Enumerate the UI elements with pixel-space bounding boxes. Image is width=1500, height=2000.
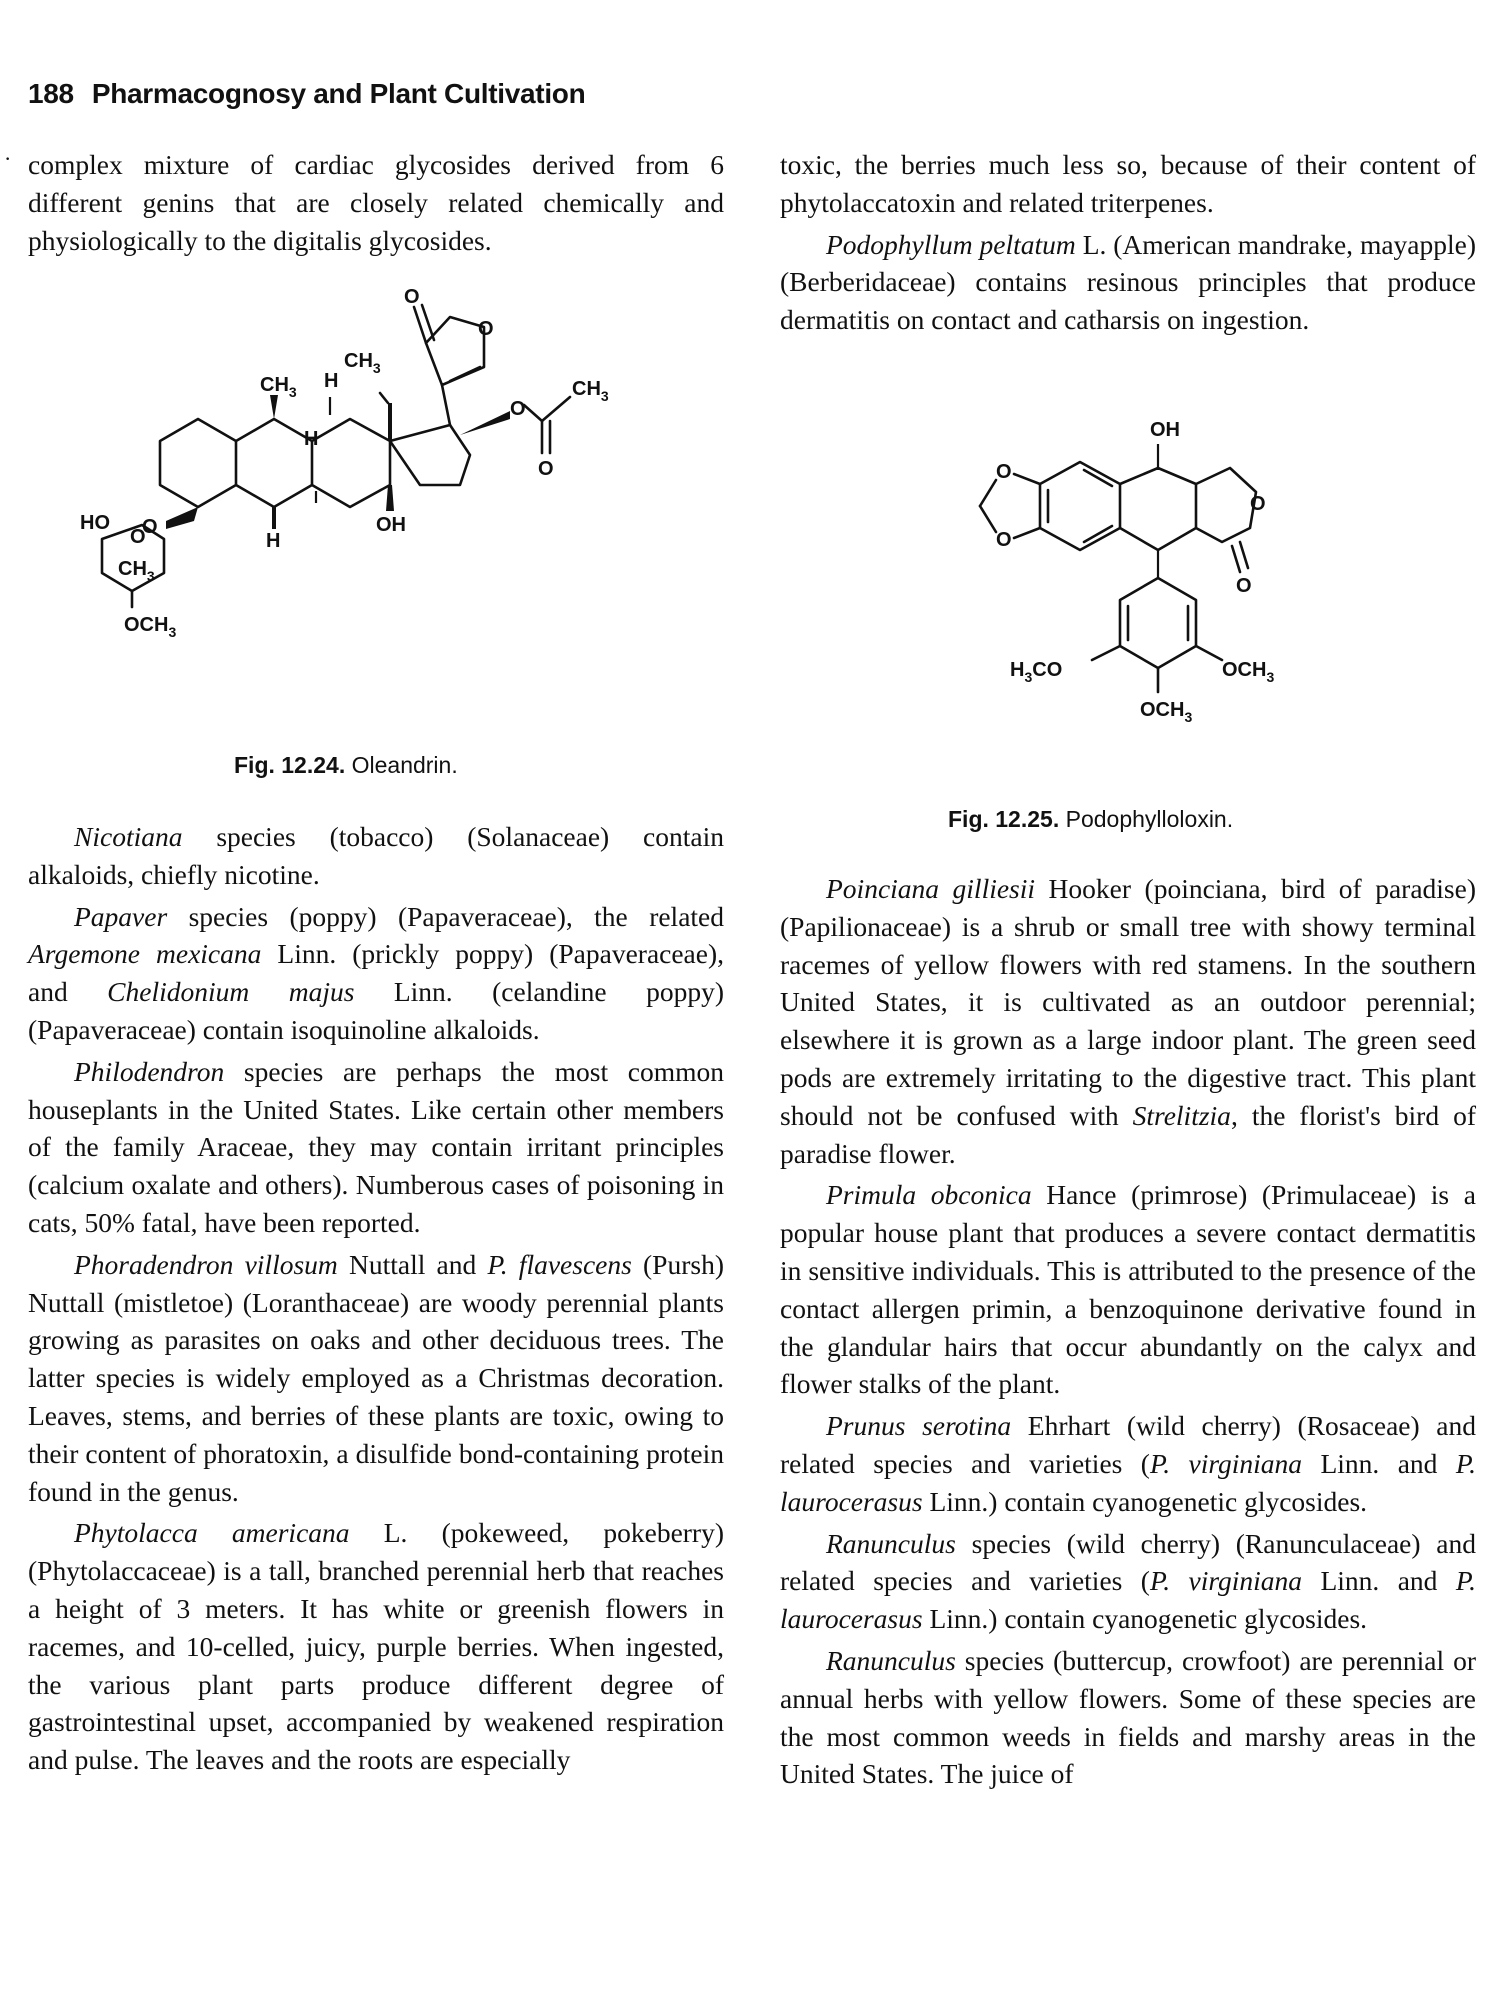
figure-label: Fig. 12.24. bbox=[234, 752, 346, 778]
ch3-mid-label: $CH_3$ bbox=[260, 374, 297, 400]
h3co-label: $H_3CO$ bbox=[1010, 659, 1063, 685]
figure-title: Oleandrin. bbox=[351, 752, 458, 778]
right-column-body bbox=[780, 870, 1476, 1797]
glycoside-o-label: O bbox=[142, 516, 158, 538]
ho-label: HO bbox=[80, 512, 110, 534]
lactone-ring bbox=[426, 317, 484, 385]
paragraph-nicotiana: Nicotiana species (tobacco) (Solanaceae) contain alkaloids, chiefly nicotine. bbox=[28, 821, 724, 890]
ester-carbonyl-o-label: O bbox=[538, 458, 554, 480]
paragraph-ranunculus-2: Ranunculus species (buttercup, crowfoot) are perennial or annual herbs with yellow flowers. Some of these species are the most common weeds in fields and marshy areas in the United States. The juice of bbox=[780, 1644, 1476, 1790]
margin-mark: · bbox=[4, 146, 12, 171]
ester-link-o-label: O bbox=[510, 398, 526, 420]
ch3-ester-label: $CH_3$ bbox=[572, 378, 609, 404]
middle-ring bbox=[1120, 468, 1196, 550]
paragraph-poinciana: Poinciana gilliesii Hooker (poinciana, bird of paradise) (Papilionaceae) is a shrub or small tree with showy terminal racemes of yellow flowers with red stamens. In the southern United States, it is cultivated as an outdoor perennial; elsewhere it is grown as a large indoor plant. The green seed pods are extremely irritating to the digestive tract. This plant should not be confused with Strelitzia, the florist's bird of paradise flower. bbox=[780, 873, 1476, 1169]
running-header bbox=[28, 78, 585, 110]
ring-c bbox=[312, 419, 390, 507]
left-column-top bbox=[28, 146, 724, 263]
carbonyl-o-label: O bbox=[1236, 575, 1252, 597]
trimethoxyphenyl-ring bbox=[1120, 578, 1196, 668]
dioxole-o-label-1: O bbox=[996, 461, 1012, 483]
paragraph-philodendron: Philodendron species are perhaps the most common houseplants in the United States. Like certain other members of the family Araceae, they may contain irritant principles (calcium oxalate and others). Numberous cases of poisoning in cats, 50% fatal, have been reported. bbox=[28, 1055, 724, 1238]
dioxole-o-label-2: O bbox=[996, 529, 1012, 551]
och3-bottom-label: $OCH_3$ bbox=[1140, 699, 1193, 725]
ch3-top-label: $CH_3$ bbox=[344, 350, 381, 376]
h-label-2: H bbox=[304, 428, 319, 450]
ring-b bbox=[236, 419, 312, 507]
ketone-o-label: O bbox=[404, 286, 420, 308]
ring-o-label: O bbox=[478, 318, 494, 340]
right-column-top bbox=[780, 146, 1476, 343]
sugar-o-label: O bbox=[130, 526, 146, 548]
book-title: Pharmacognosy and Plant Cultivation bbox=[91, 78, 586, 109]
paragraph-podophyllum: Podophyllum peltatum L. (American mandrake, mayapple) (Berberidaceae) contains resinous principles that produce dermatitis on contact and catharsis on ingestion. bbox=[780, 228, 1477, 336]
benzo-ring bbox=[1040, 462, 1120, 550]
figure-title: Podophylloloxin. bbox=[1065, 806, 1234, 832]
figure-label: Fig. 12.25. bbox=[948, 806, 1060, 832]
paragraph-phoradendron: Phoradendron villosum Nuttall and P. flavescens (Pursh) Nuttall (mistletoe) (Loranthaceae) are woody perennial plants growing as parasites on oaks and other deciduous trees. The latter species is widely employed as a Christmas decoration. Leaves, stems, and berries of these plants are toxic, owing to their content of phoratoxin, a disulfide bond-containing protein found in the genus. bbox=[28, 1248, 724, 1507]
ch3-sugar-label: $CH_3$ bbox=[118, 558, 155, 584]
figure-caption-oleandrin bbox=[234, 752, 458, 779]
paragraph-prunus: Prunus serotina Ehrhart (wild cherry) (Rosaceae) and related species and varieties (P. virginiana Linn. and P. laurocerasus Linn.) contain cyanogenetic glycosides. bbox=[780, 1410, 1476, 1517]
ring-a bbox=[160, 419, 236, 507]
lactone-ring bbox=[1196, 468, 1256, 542]
oleandrin-structure-figure bbox=[80, 285, 710, 725]
continuation-paragraph: complex mixture of cardiac glycosides derived from 6 different genins that are closely related chemically and physiologically to the digitalis glycosides. bbox=[28, 149, 724, 256]
left-column-body bbox=[28, 818, 724, 1783]
och3-right-label: $OCH_3$ bbox=[1222, 659, 1275, 685]
paragraph-papaver: Papaver species (poppy) (Papaveraceae), the related Argemone mexicana Linn. (prickly poppy) (Papaveraceae), and Chelidonium majus Linn. (celandine poppy) (Papaveraceae) contain isoquinoline alkaloids. bbox=[28, 900, 725, 1045]
h-label-1: H bbox=[324, 370, 339, 392]
paragraph-ranunculus-1: Ranunculus species (wild cherry) (Ranunculaceae) and related species and varieties (P. virginiana Linn. and P. laurocerasus Linn.) contain cyanogenetic glycosides. bbox=[780, 1527, 1476, 1635]
h-label-3: H bbox=[266, 530, 281, 552]
podophyllotoxin-structure-figure bbox=[960, 410, 1360, 780]
paragraph-phytolacca: Phytolacca americana L. (pokeweed, pokeberry) (Phytolaccaceae) is a tall, branched perennial herb that reaches a height of 3 meters. It has white or greenish flowers in racemes, and 10-celled, juicy, purple berries. When ingested, the various plant parts produce different degree of gastrointestinal upset, accompanied by weakened respiration and pulse. The leaves and the roots are especially bbox=[28, 1517, 724, 1776]
page-number: 188 bbox=[28, 78, 74, 109]
paragraph-primula: Primula obconica Hance (primrose) (Primulaceae) is a popular house plant that produces a severe contact dermatitis in sensitive individuals. This is attributed to the presence of the contact allergen primin, a benzoquinone derivative found in the glandular hairs that occur abundantly on the calyx and flower stalks of the plant. bbox=[780, 1179, 1476, 1400]
ring-d bbox=[390, 425, 470, 485]
oh-label: OH bbox=[376, 514, 406, 536]
continuation-paragraph-right: toxic, the berries much less so, because of their content of phytolaccatoxin and related triterpenes. bbox=[780, 149, 1476, 218]
figure-caption-podophyllotoxin bbox=[948, 806, 1233, 833]
och3-label: $OCH_3$ bbox=[124, 614, 177, 640]
oh-label: OH bbox=[1150, 419, 1180, 441]
lactone-o-label: O bbox=[1250, 493, 1266, 515]
